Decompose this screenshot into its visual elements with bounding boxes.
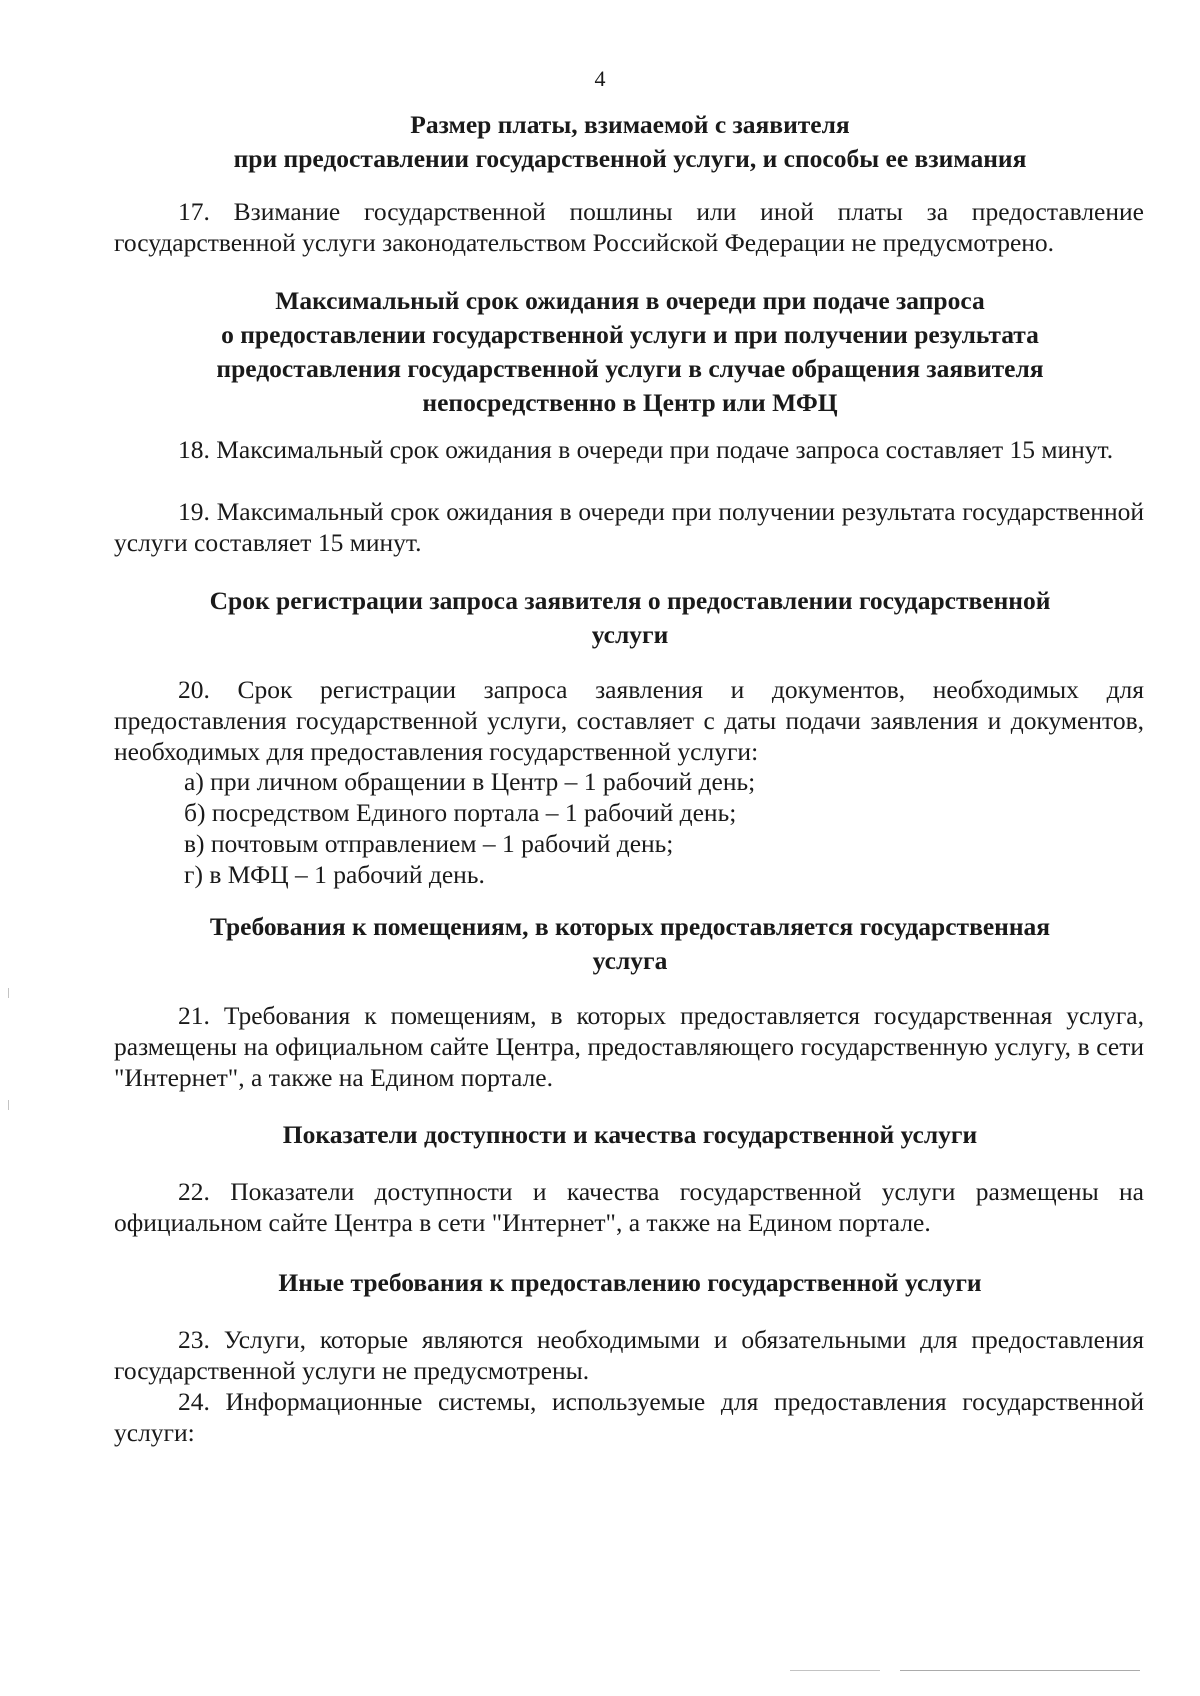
heading-line: услуга (592, 946, 668, 975)
scan-artifact (8, 988, 9, 998)
heading-line: услуги (591, 620, 669, 649)
paragraph-23: 23. Услуги, которые являются необходимыми и обязательными для предоставления государственной услуги не предусмотрены. (114, 1325, 1144, 1385)
registration-section-heading (110, 584, 1150, 652)
paragraph-22: 22. Показатели доступности и качества государственной услуги размещены на официальном сайте Центра в сети "Интернет", а также на Едином портале. (114, 1177, 1144, 1237)
heading-line: непосредственно в Центр или МФЦ (422, 388, 838, 417)
list-item: в) почтовым отправлением – 1 рабочий день; (184, 829, 674, 858)
heading-line: Максимальный срок ожидания в очереди при подаче запроса (275, 286, 985, 315)
heading-line: при предоставлении государственной услуги, и способы ее взимания (233, 144, 1027, 173)
paragraph-19: 19. Максимальный срок ожидания в очереди при получении результата государственной услуги составляет 15 минут. (114, 497, 1144, 557)
paragraph-20: 20. Срок регистрации запроса заявления и документов, необходимых для предоставления государственной услуги, составляет с даты подачи заявления и документов, необходимых для предоставления государственной услуги: (114, 675, 1144, 766)
list-item: б) посредством Единого портала – 1 рабочий день; (184, 798, 737, 827)
queue-section-heading (110, 284, 1150, 420)
heading-line: о предоставлении государственной услуги и при получении результата (221, 320, 1039, 349)
quality-section-heading: Показатели доступности и качества государственной услуги (282, 1120, 978, 1149)
page-number: 4 (594, 66, 606, 91)
list-item: а) при личном обращении в Центр – 1 рабочий день; (184, 767, 756, 796)
premises-section-heading (110, 910, 1150, 978)
heading-line: Срок регистрации запроса заявителя о предоставлении государственной (209, 586, 1051, 615)
heading-line: предоставления государственной услуги в случае обращения заявителя (216, 354, 1044, 383)
list-item: г) в МФЦ – 1 рабочий день. (184, 860, 485, 889)
heading-line: Размер платы, взимаемой с заявителя (410, 110, 850, 139)
paragraph-24: 24. Информационные системы, используемые для предоставления государственной услуги: (114, 1387, 1144, 1447)
paragraph-21: 21. Требования к помещениям, в которых предоставляется государственная услуга, размещены на официальном сайте Центра, предоставляющего государственную услугу, в сети "Интернет", а также на Едином портале. (114, 1001, 1144, 1092)
scan-artifact (8, 1100, 9, 1110)
paragraph-17: 17. Взимание государственной пошлины или иной платы за предоставление государственной услуги законодательством Российской Федерации не предусмотрено. (114, 197, 1144, 257)
paragraph-18: 18. Максимальный срок ожидания в очереди при подаче запроса составляет 15 минут. (178, 435, 1114, 464)
heading-line: Требования к помещениям, в которых предоставляется государственная (209, 912, 1051, 941)
other-requirements-heading: Иные требования к предоставлению государственной услуги (278, 1268, 982, 1297)
fee-section-heading (110, 108, 1150, 176)
scan-artifact (790, 1670, 880, 1671)
scan-artifact (900, 1670, 1140, 1671)
